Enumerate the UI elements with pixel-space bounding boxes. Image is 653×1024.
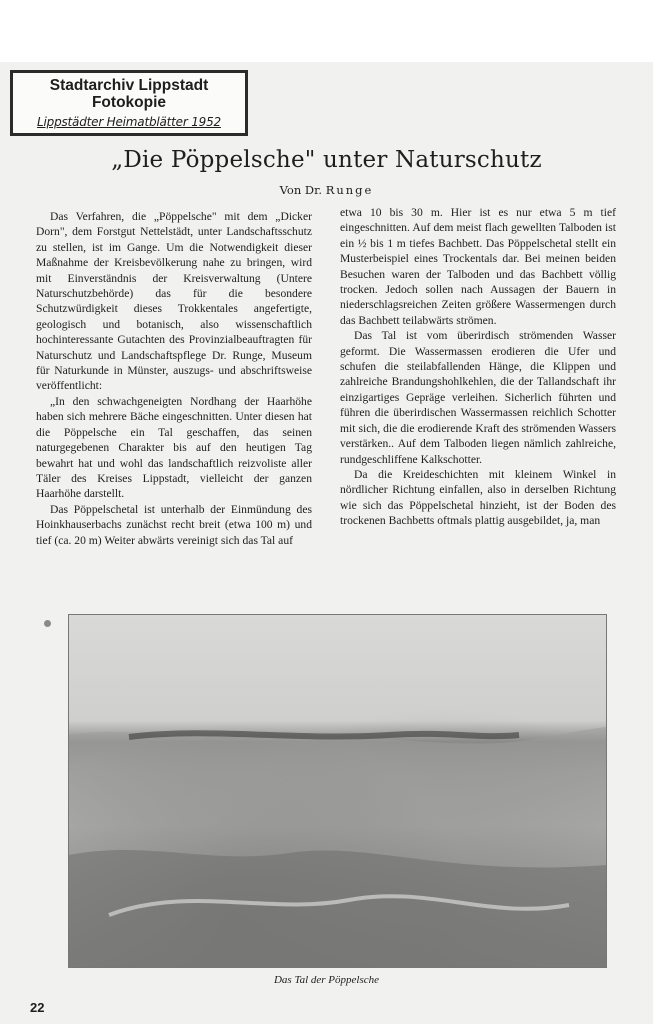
article-author xyxy=(0,183,653,197)
scan-margin xyxy=(0,0,653,62)
photo-caption: Das Tal der Pöppelsche xyxy=(273,974,379,986)
paragraph: Das Verfahren, die „Pöppelsche" mit dem „Dicker Dorn", dem Forstgut Nettelstädt, unter Landschaftsschutz zu stellen, ist im Gange. Um die Notwendigkeit dieser Maßnahme der Kreisbevölkerung nahe zu bringen, wird mit Einverständnis der Kreisverwaltung (Untere Naturschutzbehörde) das für die besondere Schutzwürdigkeit dieses Trokkentales angefertigte, geologisch und botanisch, also wissenschaftlich hochinteressante Gutachten des Provinzialbeauftragten für Naturschutz und Landschaftspflege Dr. Runge, Museum für Naturkunde in Münster, auszugs- und abschriftsweise veröffentlicht: xyxy=(36,210,312,393)
paragraph: Da die Kreideschichten mit kleinem Winkel in nördlicher Richtung einfallen, also in derselben Richtung wie sich das Pöppelschetal hinzieht, ist der Boden des trockenen Bachbetts oftmals plattig ausgebildet, ja, man xyxy=(340,467,616,528)
archive-stamp xyxy=(10,70,248,136)
page-number: 22 xyxy=(30,1000,45,1015)
paragraph: Das Tal ist vom überirdisch strömenden Wasser geformt. Die Wassermassen erodieren die Ufer und schufen die steilabfallenden Hänge, die Klippen und zahlreiche Brandungshohlkehlen, die der Tallandschaft ihr einzigartiges Gepräge verleihen. Sicherlich führten und führen die überirdischen Wassermassen reichlich Schotter mit sich, die die erodierende Kraft des strömenden Wassers verstärken.. Auf dem Talboden liegen nämlich zahlreiche, rundgeschliffene Kalkschotter. xyxy=(340,329,616,466)
paragraph: „In den schwachgeneigten Nordhang der Haarhöhe haben sich mehrere Bäche eingeschnitten. Unter diesen hat die Pöppelsche ein Tal geschaffen, das seinen naturgegebenen Charakter bis auf den heutigen Tag bewahrt hat und wohl das landschaftlich reizvoliste aller Täler des Kreises Lippstadt, vielleicht der ganzen Haarhöhe darstellt. xyxy=(36,394,312,501)
paragraph: Das Pöppelschetal ist unterhalb der Einmündung des Hoinkhauserbachs zunächst recht breit (etwa 100 m) und tief (ca. 20 m) Weiter abwärts vereinigt sich das Tal auf xyxy=(36,502,312,547)
author-prefix: Von Dr. xyxy=(279,183,323,197)
article-title: „Die Pöppelsche" unter Naturschutz xyxy=(111,147,542,173)
author-name: Runge xyxy=(325,183,374,197)
paragraph: etwa 10 bis 30 m. Hier ist es nur etwa 5 m tief eingeschnitten. Auf dem meist flach gewellten Talboden ist ein ½ bis 1 m tiefes Bachbett. Das Pöppelschetal stellt ein Musterbeispiel eines Trockentals dar. Bei meinen beiden Besuchen waren der Talboden und das Bachbett völlig trocken. Jedoch sollen nach Aussagen der Bauern in niederschlagsreichen Zeiten größere Wassermengen durch das Bachbett teilabwärts strömen. xyxy=(340,206,616,327)
scan-speck xyxy=(44,620,51,627)
stamp-archive-name: Stadtarchiv Lippstadt xyxy=(49,77,209,94)
text-column-right xyxy=(340,205,616,529)
valley-photo xyxy=(68,614,607,968)
stamp-handwritten-source: Lippstädter Heimatblätter 1952 xyxy=(37,115,221,129)
stamp-label: Fotokopie xyxy=(91,94,167,111)
text-column-left xyxy=(36,209,312,548)
photo-landscape-shapes xyxy=(69,615,606,967)
